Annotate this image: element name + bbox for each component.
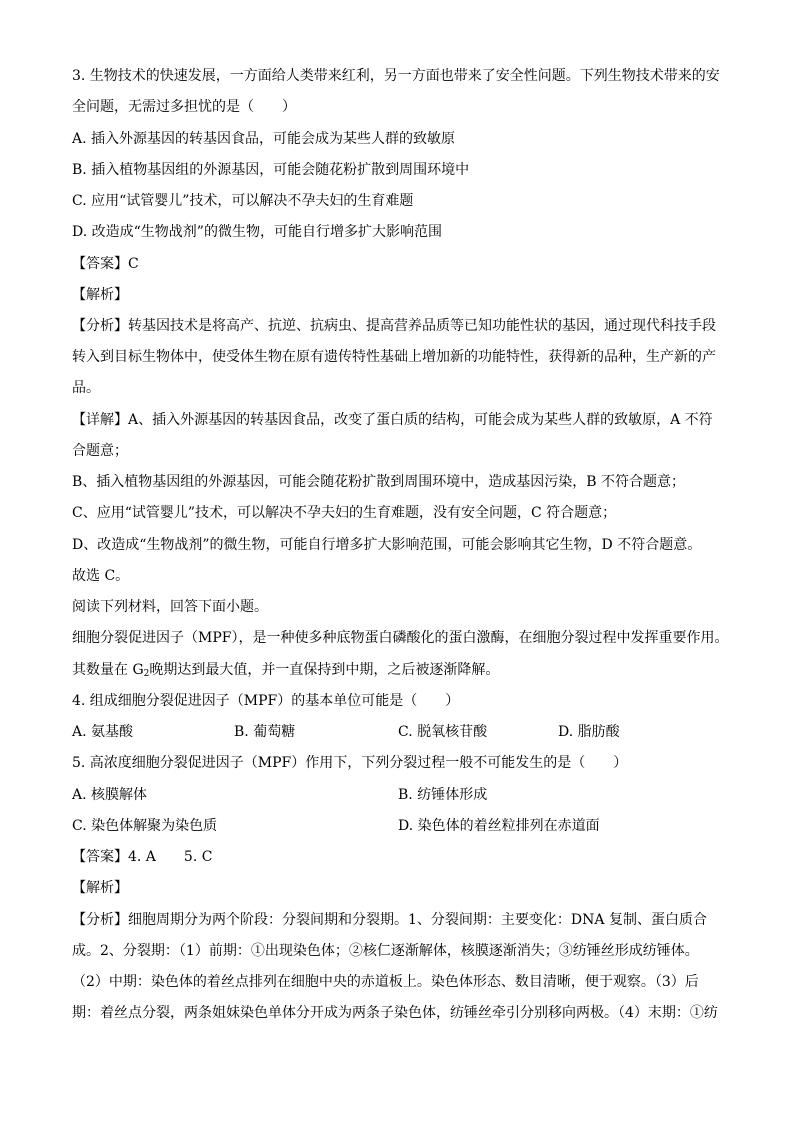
answers2 [72,847,212,867]
q5-option-b: B. 纺锤体形成 [398,787,488,803]
fenxi-label: 【分析】 [72,318,128,334]
q5-option-a: A. 核膜解体 [72,787,148,803]
q3-answer [72,254,139,274]
material-intro: 阅读下列材料，回答下面小题。 [72,599,268,615]
q5-stem: 5. 高浓度细胞分裂促进因子（MPF）作用下，下列分裂过程一般不可能发生的是（ ） [72,755,628,771]
q3-option-c: C. 应用“试管婴儿”技术，可以解决不孕夫妇的生育难题 [72,193,414,209]
material-line2 [72,660,499,680]
q5-option-c: C. 染色体解聚为染色质 [72,818,218,834]
answer-label: 【答案】 [72,256,128,272]
material-line2-sub: 2 [143,669,150,679]
q4-option-b: B. 葡萄糖 [234,724,296,740]
xiangjie-text: A、插入外源基因的转基因食品，改变了蛋白质的结构，可能会成为某些人群的致敏原，A 不符 [128,412,713,428]
xiangjie-label: 【详解】 [72,412,128,428]
q4-option-d: D. 脂肪酸 [558,724,620,740]
analysis2-label: 【解析】 [72,880,128,896]
q4-option-a: A. 氨基酸 [72,724,134,740]
q3-option-d: D. 改造成“生物战剂”的微生物，可能自行增多扩大影响范围 [72,224,442,240]
q3-xiangjie-b: B、插入植物基因组的外源基因，可能会随花粉扩散到周围环境中，造成基因污染，B 不符合题意； [72,474,686,490]
material-line2-pre: 其数量在 G [72,662,144,678]
q3-option-b: B. 插入植物基因组的外源基因，可能会随花粉扩散到周围环境中 [72,162,470,178]
fenxi-text: 转基因技术是将高产、抗逆、抗病虫、提高营养品质等已知功能性状的基因，通过现代科技手段 [128,318,716,334]
q3-stem-line2: 全问题，无需过多担忧的是（ ） [72,99,296,115]
q3-option-a: A. 插入外源基因的转基因食品，可能会成为某些人群的致敏原 [72,131,456,147]
q4-option-c: C. 脱氧核苷酸 [398,724,488,740]
q3-conclusion: 故选 C。 [72,568,130,584]
q3-fenxi-line3: 品。 [72,380,100,396]
analysis2-fenxi-label: 【分析】 [72,912,128,928]
q3-xiangjie-d: D、改造成“生物战剂”的微生物，可能自行增多扩大影响范围，可能会影响其它生物，D 不符合题意。 [72,537,702,553]
q3-xiangjie-c: C、应用“试管婴儿”技术，可以解决不孕夫妇的生育难题，没有安全问题，C 符合题意； [72,505,617,521]
q3-xiangjie-line1 [72,410,713,430]
q3-fenxi-line2: 转入到目标生物体中，使受体生物在原有遗传特性基础上增加新的功能特性，获得新的品种，生产新的产 [72,349,716,365]
answers2-label: 【答案】 [72,849,128,865]
analysis2-line1 [72,910,707,930]
analysis2-line3: （2）中期：染色体的着丝点排列在细胞中央的赤道板上。染色体形态、数目清晰，便于观察。（3）后 [72,974,699,990]
q5-options-row2 [72,816,600,836]
q3-fenxi-line1 [72,316,716,336]
q3-stem-line1: 3. 生物技术的快速发展，一方面给人类带来红利，另一方面也带来了安全性问题。下列生物技术带来的安 [72,68,720,84]
answer-value: C [128,256,139,272]
q3-analysis-label: 【解析】 [72,287,128,303]
material-line2-post: 晚期达到最大值，并一直保持到中期，之后被逐渐降解。 [149,662,500,678]
answers2-value: 4. A 5. C [128,849,213,865]
q5-option-d: D. 染色体的着丝粒排列在赤道面 [398,818,600,834]
analysis2-text1: 细胞周期分为两个阶段：分裂间期和分裂期。1、分裂间期：主要变化：DNA 复制、蛋白质合 [128,912,707,928]
q3-xiangjie-line2: 合题意； [72,443,128,459]
q5-options-row1 [72,785,487,805]
material-line1: 细胞分裂促进因子（MPF），是一种使多种底物蛋白磷酸化的蛋白激酶，在细胞分裂过程中发挥重要作用。 [72,630,729,646]
analysis2-line4: 期：着丝点分裂，两条姐妹染色单体分开成为两条子染色体，纺锤丝牵引分别移向两极。（4）末期：①纺 [72,1005,718,1021]
q4-stem: 4. 组成细胞分裂促进因子（MPF）的基本单位可能是（ ） [72,693,460,709]
analysis2-line2: 成。2、分裂期：（1）前期：①出现染色体；②核仁逐渐解体，核膜逐渐消失；③纺锤丝形成纺锤体。 [72,943,699,959]
q4-options [72,722,620,742]
